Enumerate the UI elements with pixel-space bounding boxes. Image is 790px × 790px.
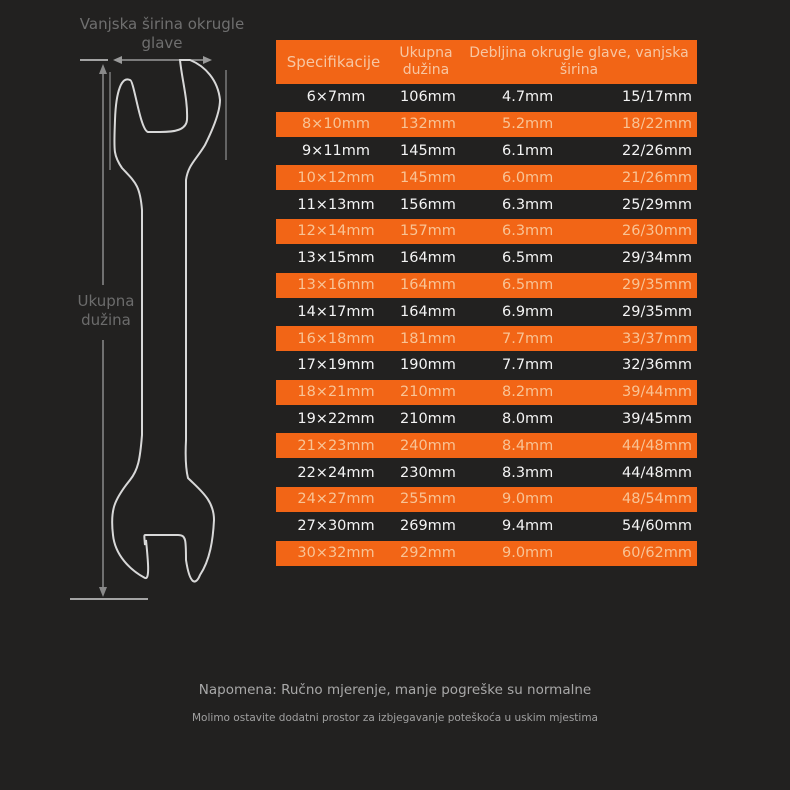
cell-length: 269mm <box>400 518 456 535</box>
cell-width: 48/54mm <box>622 491 693 508</box>
cell-length: 106mm <box>400 89 456 106</box>
cell-length: 190mm <box>400 357 456 374</box>
table-row <box>276 219 697 244</box>
table-row <box>276 380 697 405</box>
measurement-note: Napomena: Ručno mjerenje, manje pogreške su normalne <box>198 682 592 698</box>
cell-spec: 6×7mm <box>306 89 366 106</box>
cell-width: 29/35mm <box>622 303 693 320</box>
cell-thickness: 4.7mm <box>502 89 554 106</box>
cell-spec: 18×21mm <box>297 384 375 401</box>
cell-length: 255mm <box>400 491 456 508</box>
cell-thickness: 8.0mm <box>502 410 554 427</box>
cell-length: 156mm <box>400 196 456 213</box>
cell-width: 60/62mm <box>622 545 693 562</box>
table-row <box>276 487 697 512</box>
cell-spec: 14×17mm <box>297 303 375 320</box>
cell-spec: 17×19mm <box>297 357 375 374</box>
cell-thickness: 8.3mm <box>502 464 554 481</box>
cell-width: 21/26mm <box>622 169 693 186</box>
table-row <box>276 245 697 272</box>
cell-thickness: 6.5mm <box>502 250 554 267</box>
cell-spec: 11×13mm <box>297 196 375 213</box>
cell-width: 15/17mm <box>622 89 693 106</box>
cell-width: 39/44mm <box>622 384 693 401</box>
total-length-label: Ukupna dužina <box>77 292 135 329</box>
table-row <box>276 406 697 433</box>
cell-spec: 21×23mm <box>297 437 375 454</box>
cell-spec: 19×22mm <box>297 410 375 427</box>
cell-spec: 13×16mm <box>297 277 375 294</box>
table-row <box>276 352 697 379</box>
cell-width: 22/26mm <box>622 142 693 159</box>
cell-length: 210mm <box>400 384 456 401</box>
header-spec: Specifikacije <box>286 52 381 71</box>
cell-length: 240mm <box>400 437 456 454</box>
cell-width: 32/36mm <box>622 357 693 374</box>
cell-length: 145mm <box>400 169 456 186</box>
cell-length: 292mm <box>400 545 456 562</box>
cell-thickness: 5.2mm <box>502 116 554 133</box>
cell-spec: 30×32mm <box>297 545 375 562</box>
cell-thickness: 6.0mm <box>502 169 554 186</box>
cell-spec: 9×11mm <box>301 142 371 159</box>
cell-spec: 12×14mm <box>297 223 375 240</box>
cell-thickness: 7.7mm <box>502 330 554 347</box>
cell-thickness: 6.5mm <box>502 277 554 294</box>
cell-thickness: 8.2mm <box>502 384 554 401</box>
cell-spec: 27×30mm <box>297 518 375 535</box>
cell-width: 25/29mm <box>622 196 693 213</box>
cell-length: 145mm <box>400 142 456 159</box>
cell-width: 39/45mm <box>622 410 693 427</box>
cell-length: 230mm <box>400 464 456 481</box>
cell-spec: 16×18mm <box>297 330 375 347</box>
table-row <box>276 433 697 458</box>
cell-length: 181mm <box>400 330 456 347</box>
header-length: Ukupna dužina <box>399 45 453 78</box>
cell-width: 33/37mm <box>622 330 693 347</box>
cell-thickness: 7.7mm <box>502 357 554 374</box>
table-row <box>276 459 697 486</box>
cell-width: 29/34mm <box>622 250 693 267</box>
spec-table <box>276 40 697 566</box>
cell-thickness: 6.3mm <box>502 196 554 213</box>
head-width-label: Vanjska širina okrugle glave <box>79 15 245 52</box>
cell-thickness: 9.4mm <box>502 518 554 535</box>
cell-width: 26/30mm <box>622 223 693 240</box>
table-row <box>276 84 697 111</box>
table-row <box>276 298 697 325</box>
cell-thickness: 9.0mm <box>502 491 554 508</box>
cell-thickness: 6.3mm <box>502 223 554 240</box>
cell-length: 157mm <box>400 223 456 240</box>
table-row <box>276 165 697 190</box>
cell-width: 44/48mm <box>622 437 693 454</box>
header-thickness-width: Debljina okrugle glave, vanjska širina <box>469 45 689 78</box>
cell-length: 164mm <box>400 250 456 267</box>
cell-length: 164mm <box>400 303 456 320</box>
cell-spec: 13×15mm <box>297 250 375 267</box>
cell-spec: 24×27mm <box>297 491 375 508</box>
cell-length: 210mm <box>400 410 456 427</box>
cell-spec: 22×24mm <box>297 464 375 481</box>
table-header <box>276 40 697 84</box>
table-row <box>276 273 697 298</box>
table-row <box>276 112 697 137</box>
cell-width: 44/48mm <box>622 464 693 481</box>
cell-width: 18/22mm <box>622 116 693 133</box>
cell-thickness: 8.4mm <box>502 437 554 454</box>
cell-width: 54/60mm <box>622 518 693 535</box>
cell-thickness: 9.0mm <box>502 545 554 562</box>
cell-length: 164mm <box>400 277 456 294</box>
table-body <box>276 84 697 566</box>
cell-width: 29/35mm <box>622 277 693 294</box>
cell-thickness: 6.9mm <box>502 303 554 320</box>
space-note: Molimo ostavite dodatni prostor za izbjegavanje poteškoća u uskim mjestima <box>192 712 598 724</box>
table-row <box>276 326 697 351</box>
table-row <box>276 541 697 566</box>
table-row <box>276 138 697 165</box>
cell-thickness: 6.1mm <box>502 142 554 159</box>
cell-length: 132mm <box>400 116 456 133</box>
cell-spec: 10×12mm <box>297 169 375 186</box>
cell-spec: 8×10mm <box>301 116 371 133</box>
table-row <box>276 513 697 540</box>
table-row <box>276 191 697 218</box>
